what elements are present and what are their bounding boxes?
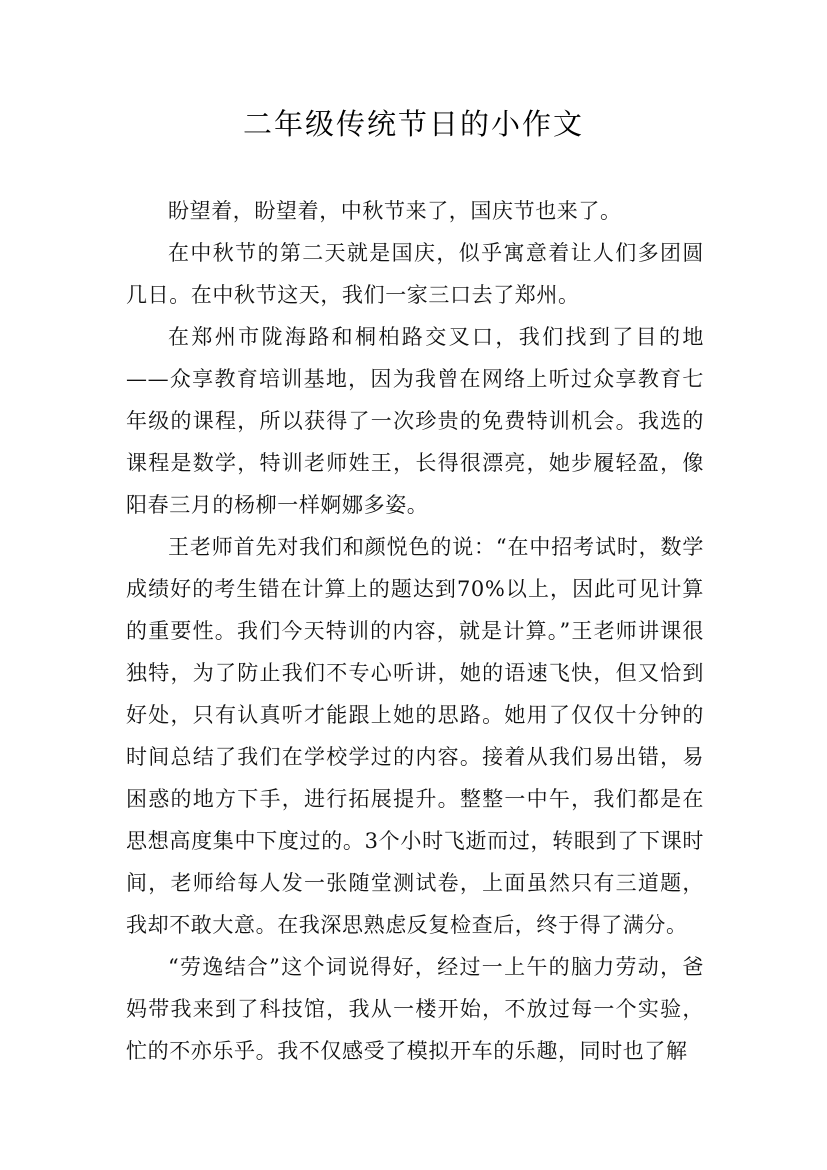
document-title: 二年级传统节日的小作文 <box>242 107 584 141</box>
paragraph-3: 在郑州市陇海路和桐柏路交叉口，我们找到了目的地——众享教育培训基地，因为我曾在网络上听过众享教育七年级的课程，所以获得了一次珍贵的免费特训机会。我选的课程是数学，特训老师姓王，长得很漂亮，她步履轻盈，像阳春三月的杨柳一样婀娜多姿。 <box>126 325 704 517</box>
paragraph-1: 盼望着，盼望着，中秋节来了，国庆节也来了。 <box>168 199 622 223</box>
paragraph-5: “劳逸结合”这个词说得好，经过一上午的脑力劳动，爸妈带我来到了科技馆，我从一楼开始，不放过每一个实验，忙的不亦乐乎。我不仅感受了模拟开车的乐趣，同时也了解 <box>126 955 704 1063</box>
document-body <box>126 190 704 1072</box>
paragraph-4: 王老师首先对我们和颜悦色的说：“在中招考试时，数学成绩好的考生错在计算上的题达到70%以上，因此可见计算的重要性。我们今天特训的内容，就是计算。”王老师讲课很独特，为了防止我们不专心听讲，她的语速飞快，但又恰到好处，只有认真听才能跟上她的思路。她用了仅仅十分钟的时间总结了我们在学校学过的内容。接着从我们易出错，易困惑的地方下手，进行拓展提升。整整一中午，我们都是在思想高度集中下度过的。3个小时飞逝而过，转眼到了下课时间，老师给每人发一张随堂测试卷，上面虽然只有三道题，我却不敢大意。在我深思熟虑反复检查后，终于得了满分。 <box>126 535 704 937</box>
paragraph-2: 在中秋节的第二天就是国庆，似乎寓意着让人们多团圆几日。在中秋节这天，我们一家三口去了郑州。 <box>126 241 704 307</box>
